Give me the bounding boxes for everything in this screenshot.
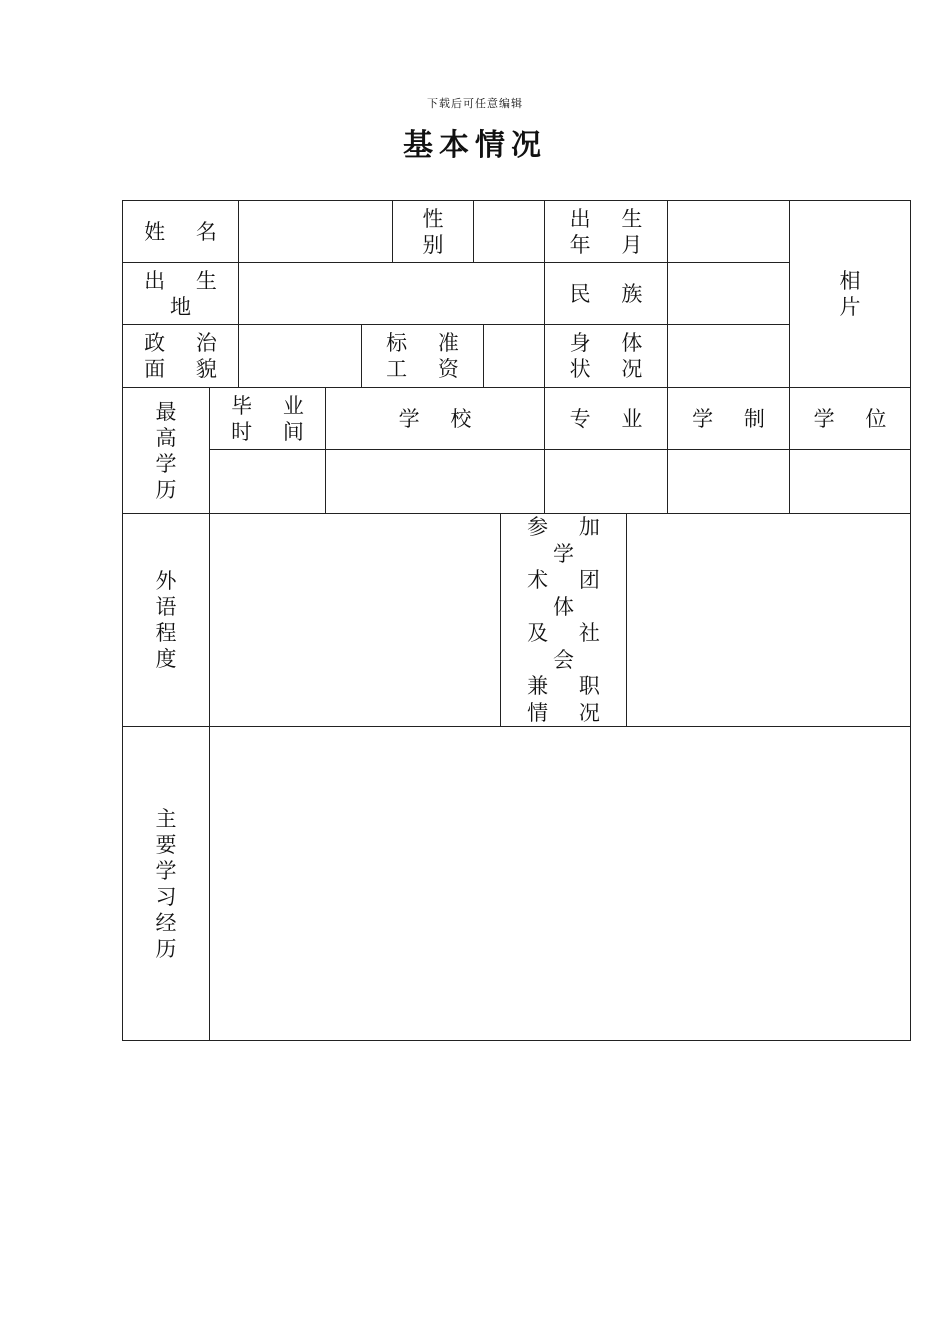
ethnicity-field[interactable] xyxy=(667,262,790,325)
major-field[interactable] xyxy=(544,449,668,514)
standard-salary-label: 标 准 工 资 xyxy=(386,331,471,381)
download-note: 下载后可任意编辑 xyxy=(427,97,523,110)
name-field[interactable] xyxy=(238,200,393,263)
associations-label-cell xyxy=(500,513,627,727)
gender-label-cell xyxy=(392,200,474,263)
political-status-field[interactable] xyxy=(238,324,362,388)
political-status-label-cell xyxy=(122,324,239,388)
birthplace-label-cell xyxy=(122,262,239,325)
birth-date-label-cell xyxy=(544,200,668,263)
study-history-label: 主要学习经历 xyxy=(155,806,177,961)
name-label: 姓 名 xyxy=(144,219,229,244)
health-label-cell xyxy=(544,324,668,388)
foreign-language-field[interactable] xyxy=(209,513,501,727)
birth-date-label: 出 生 年 月 xyxy=(569,206,655,257)
page-title: 基本情况 xyxy=(403,128,547,163)
degree-label-cell xyxy=(789,387,911,450)
duration-label-cell xyxy=(667,387,790,450)
study-history-label-cell xyxy=(122,726,210,1041)
associations-field[interactable] xyxy=(626,513,911,727)
gender-field[interactable] xyxy=(473,200,545,263)
school-field[interactable] xyxy=(325,449,545,514)
standard-salary-field[interactable] xyxy=(483,324,545,388)
photo-label: 相 片 xyxy=(839,269,873,319)
associations-label: 参 加 学 术 团 体 及 社 会 兼 职 情 况 xyxy=(527,515,612,725)
graduation-time-field[interactable] xyxy=(209,449,326,514)
standard-salary-label-cell xyxy=(361,324,484,388)
graduation-time-label-cell xyxy=(209,387,326,450)
birth-date-field[interactable] xyxy=(667,200,790,263)
degree-label: 学 位 xyxy=(813,406,899,431)
major-label: 专 业 xyxy=(569,406,655,431)
health-field[interactable] xyxy=(667,324,790,388)
highest-education-label: 最高学历 xyxy=(155,399,177,502)
highest-education-label-cell xyxy=(122,387,210,514)
health-label: 身 体 状 况 xyxy=(569,331,655,381)
major-label-cell xyxy=(544,387,668,450)
school-label: 学 校 xyxy=(398,406,484,431)
study-history-field[interactable] xyxy=(209,726,911,1041)
name-label-cell xyxy=(122,200,239,263)
birthplace-field[interactable] xyxy=(238,262,545,325)
foreign-language-label: 外语程度 xyxy=(155,569,177,671)
political-status-label: 政 治 面 貌 xyxy=(144,331,229,381)
ethnicity-label-cell xyxy=(544,262,668,325)
graduation-time-label: 毕 业 时 间 xyxy=(231,393,316,444)
school-label-cell xyxy=(325,387,545,450)
ethnicity-label: 民 族 xyxy=(569,281,655,306)
photo-cell[interactable] xyxy=(789,200,911,388)
foreign-language-label-cell xyxy=(122,513,210,727)
gender-label: 性 别 xyxy=(422,206,456,257)
birthplace-label: 出 生 地 xyxy=(144,268,229,319)
duration-label: 学 制 xyxy=(692,406,777,431)
degree-field[interactable] xyxy=(789,449,911,514)
duration-field[interactable] xyxy=(667,449,790,514)
